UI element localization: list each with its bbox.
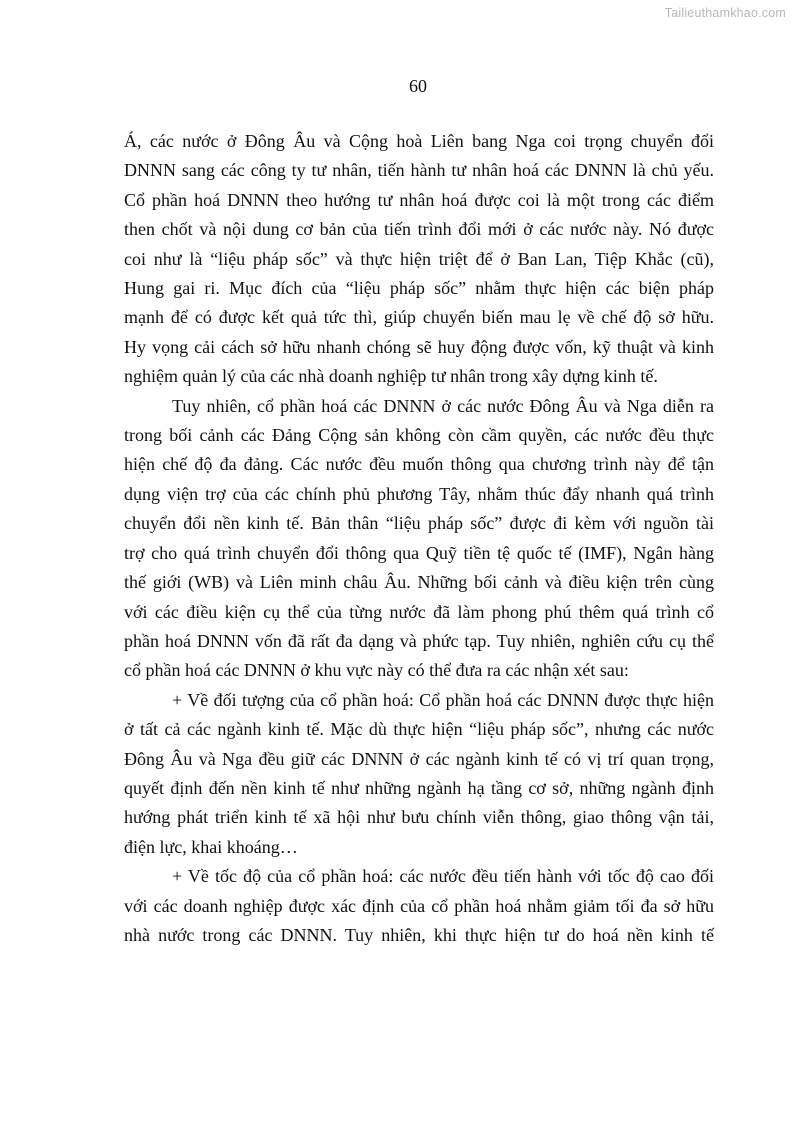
paragraph-3 xyxy=(124,686,714,862)
text-line: Đông Âu và Nga đều giữ các DNNN ở các ngành kinh tế có vị trí quan trọng, xyxy=(124,748,714,769)
text-line: Tuy nhiên, cổ phần hoá các DNNN ở các nước Đông Âu và Nga diễn ra xyxy=(172,395,714,416)
text-line: quyết định đến nền kinh tế như những ngành hạ tầng cơ sở, những ngành định xyxy=(124,777,714,798)
text-line: + Về đối tượng của cổ phần hoá: Cổ phần hoá các DNNN được thực hiện xyxy=(172,689,714,710)
text-line: dụng viện trợ của các chính phủ phương Tây, nhằm thúc đẩy nhanh quá trình xyxy=(124,483,714,504)
paragraph-4 xyxy=(124,862,714,950)
text-line: trợ cho quá trình chuyển đổi thông qua Quỹ tiền tệ quốc tế (IMF), Ngân hàng xyxy=(124,542,714,563)
text-line: trong bối cảnh các Đảng Cộng sản không còn cầm quyền, các nước đều thực xyxy=(124,425,714,446)
text-line: Hung gai ri. Mục đích của “liệu pháp sốc” nhằm thực hiện các biện pháp xyxy=(124,278,714,299)
text-line: hiện chế độ đa đảng. Các nước đều muốn thông qua chương trình này để tận xyxy=(124,454,714,475)
text-line: DNNN sang các công ty tư nhân, tiến hành tư nhân hoá các DNNN là chủ yếu. xyxy=(124,160,714,181)
document-body xyxy=(124,127,714,950)
text-line: phần hoá DNNN vốn đã rất đa dạng và phức tạp. Tuy nhiên, nghiên cứu cụ thể xyxy=(124,630,714,651)
text-line: cổ phần hoá các DNNN ở khu vực này có thể đưa ra các nhận xét sau: xyxy=(124,660,629,681)
watermark-text: Tailieuthamkhao.com xyxy=(664,6,786,20)
text-line: chuyển đổi nền kinh tế. Bản thân “liệu pháp sốc” được đi kèm với nguồn tài xyxy=(124,513,714,534)
page-number: 60 xyxy=(409,76,427,96)
text-line: thế giới (WB) và Liên minh châu Âu. Những bối cảnh và điều kiện trên cùng xyxy=(124,572,714,593)
text-line: then chốt và nội dung cơ bản của tiến trình đổi mới ở các nước này. Nó được xyxy=(124,219,714,240)
text-line: với các điều kiện cụ thể của từng nước đã làm phong phú thêm quá trình cổ xyxy=(124,601,714,622)
text-line: ở tất cả các ngành kinh tế. Mặc dù thực hiện “liệu pháp sốc”, nhưng các nước xyxy=(124,719,714,740)
text-line: Á, các nước ở Đông Âu và Cộng hoà Liên bang Nga coi trọng chuyển đổi xyxy=(124,131,714,151)
text-line: điện lực, khai khoáng… xyxy=(124,836,298,857)
text-line: với các doanh nghiệp được xác định của cổ phần hoá nhằm giảm tối đa sở hữu xyxy=(124,895,714,916)
text-line: coi như là “liệu pháp sốc” và thực hiện triệt để ở Ban Lan, Tiệp Khắc (cũ), xyxy=(124,248,714,269)
text-line: Hy vọng cải cách sở hữu nhanh chóng sẽ huy động được vốn, kỹ thuật và kinh xyxy=(124,336,714,357)
text-line: hướng phát triển kinh tế xã hội như bưu chính viễn thông, giao thông vận tải, xyxy=(124,807,714,828)
paragraph-1 xyxy=(124,127,714,392)
text-line: nghiệm quản lý của các nhà doanh nghiệp tư nhân trong xây dựng kinh tế. xyxy=(124,366,658,387)
text-line: mạnh để có được kết quả tức thì, giúp chuyển biến mau lẹ về chế độ sở hữu. xyxy=(124,307,714,328)
paragraph-2 xyxy=(124,392,714,686)
text-line: + Về tốc độ của cổ phần hoá: các nước đều tiến hành với tốc độ cao đối xyxy=(172,866,714,887)
text-line: nhà nước trong các DNNN. Tuy nhiên, khi thực hiện tư do hoá nền kinh tế xyxy=(124,924,714,945)
text-line: Cổ phần hoá DNNN theo hướng tư nhân hoá được coi là một trong các điểm xyxy=(124,189,714,210)
